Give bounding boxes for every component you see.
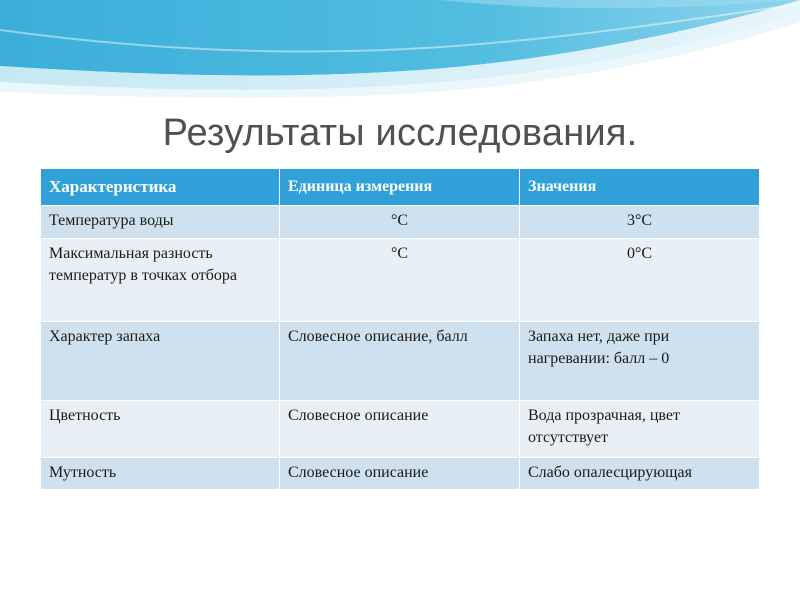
cell-unit: Словесное описание — [280, 401, 520, 458]
header-characteristic: Характеристика — [41, 169, 280, 206]
cell-characteristic: Максимальная разность температур в точках отбора — [41, 239, 280, 322]
cell-value: Вода прозрачная, цвет отсутствует — [520, 401, 760, 458]
cell-characteristic: Мутность — [41, 458, 280, 490]
cell-unit: Словесное описание, балл — [280, 322, 520, 401]
cell-characteristic: Цветность — [41, 401, 280, 458]
table-row — [41, 322, 760, 401]
slide-title: Результаты исследования. — [162, 112, 638, 154]
table-row — [41, 239, 760, 322]
table-row — [41, 401, 760, 458]
header-unit: Единица измерения — [280, 169, 520, 206]
cell-unit: °C — [280, 206, 520, 239]
cell-value: 0°C — [520, 239, 760, 322]
decorative-waves — [0, 0, 800, 100]
cell-characteristic: Характер запаха — [41, 322, 280, 401]
cell-unit: °C — [280, 239, 520, 322]
cell-value: 3°C — [520, 206, 760, 239]
table-header-row — [41, 169, 760, 206]
results-table — [40, 168, 760, 490]
cell-value: Слабо опалесцирующая — [520, 458, 760, 490]
table-row — [41, 206, 760, 239]
cell-unit: Словесное описание — [280, 458, 520, 490]
cell-characteristic: Температура воды — [41, 206, 280, 239]
header-values: Значения — [520, 169, 760, 206]
table-row — [41, 458, 760, 490]
cell-value: Запаха нет, даже при нагревании: балл – 0 — [520, 322, 760, 401]
